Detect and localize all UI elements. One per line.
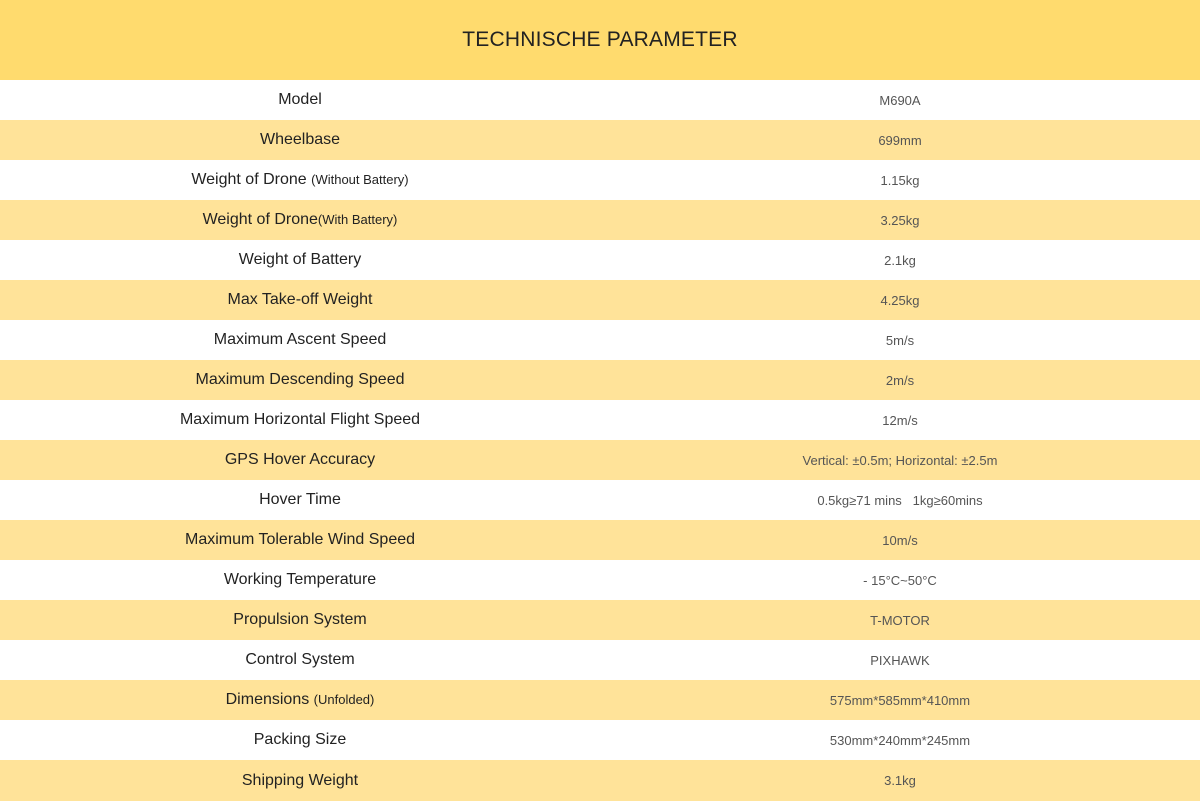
param-name: Max Take-off Weight [227, 291, 373, 308]
param-value: 4.25kg [880, 292, 920, 308]
param-value: 2.1kg [884, 252, 916, 268]
param-value: - 15°C~50°C [863, 572, 937, 588]
param-value: PIXHAWK [870, 652, 930, 668]
param-name: Working Temperature [223, 571, 377, 588]
table-row [0, 200, 1200, 240]
param-name: Weight of Drone (Without Battery) [191, 171, 409, 188]
param-value: 575mm*585mm*410mm [829, 692, 971, 708]
table-row [0, 360, 1200, 400]
param-value: 2m/s [885, 372, 915, 388]
param-name: Maximum Descending Speed [195, 371, 405, 388]
param-name: Control System [245, 651, 355, 668]
param-value: Vertical: ±0.5m; Horizontal: ±2.5m [802, 452, 998, 468]
table-row [0, 720, 1200, 760]
param-value: 1.15kg [880, 172, 920, 188]
table-row [0, 600, 1200, 640]
table-row [0, 240, 1200, 280]
table-row [0, 480, 1200, 520]
table-row [0, 280, 1200, 320]
param-name: Weight of Battery [238, 251, 362, 268]
param-value: 12m/s [882, 412, 918, 428]
param-name: Wheelbase [259, 131, 341, 148]
table-row [0, 680, 1200, 720]
param-value: 3.25kg [880, 212, 920, 228]
param-name: Maximum Horizontal Flight Speed [179, 411, 421, 428]
param-name: Maximum Tolerable Wind Speed [184, 531, 416, 548]
param-value: M690A [879, 92, 921, 108]
param-name: Packing Size [253, 731, 347, 748]
param-value: 5m/s [885, 332, 915, 348]
table-row [0, 560, 1200, 600]
table-header [0, 0, 1200, 80]
table-row [0, 640, 1200, 680]
param-name: Dimensions (Unfolded) [225, 691, 375, 708]
table-title: TECHNISCHE PARAMETER [462, 28, 738, 51]
param-value: 3.1kg [884, 773, 916, 788]
param-value: 530mm*240mm*245mm [829, 732, 971, 748]
param-name: GPS Hover Accuracy [224, 451, 376, 468]
table-row [0, 320, 1200, 360]
param-name: Model [278, 91, 322, 108]
param-name: Maximum Ascent Speed [213, 331, 387, 348]
table-row [0, 760, 1200, 801]
param-value: 699mm [878, 132, 922, 148]
table-row [0, 80, 1200, 120]
table-row [0, 440, 1200, 480]
param-name: Shipping Weight [241, 771, 359, 789]
param-value: 10m/s [882, 532, 918, 548]
param-name: Weight of Drone(With Battery) [202, 211, 398, 228]
table-row [0, 120, 1200, 160]
table-row [0, 400, 1200, 440]
table-row [0, 160, 1200, 200]
param-value: T-MOTOR [870, 612, 930, 628]
table-row [0, 520, 1200, 560]
param-value: 0.5kg≥71 mins 1kg≥60mins [817, 492, 983, 508]
param-name: Propulsion System [233, 611, 367, 628]
param-name: Hover Time [259, 491, 341, 508]
